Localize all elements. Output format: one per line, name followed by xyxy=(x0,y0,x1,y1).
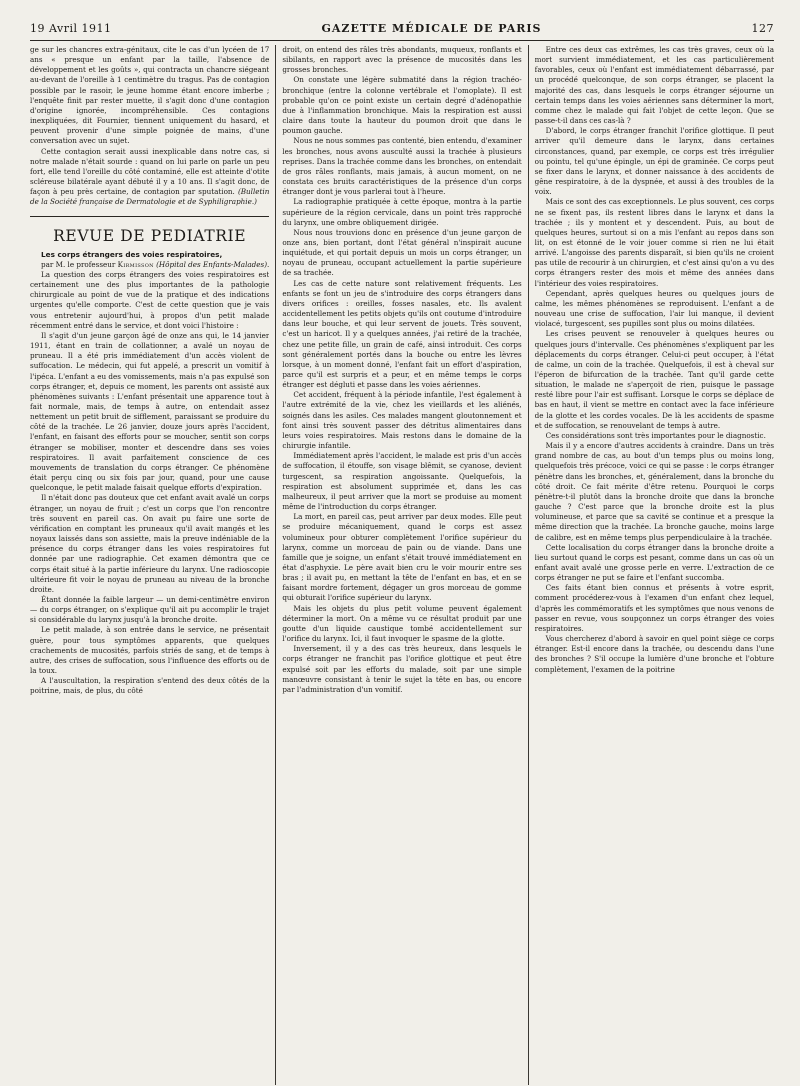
source-citation: (Bulletin de la Société française de Dermatologie et de Syphiligraphie.) xyxy=(30,187,270,207)
paragraph: Mais les objets du plus petit volume peuvent également déterminer la mort. On a même vu ce résultat produit par une goutte d'un liquide caustique tombé accidentellement sur l'orifice du larynx. Ici, il faut invoquer le spasme de la glotte. xyxy=(282,603,522,644)
paragraph: Le petit malade, à son entrée dans le service, ne présentait guère, pour tous symptômes apparents, que quelques crachements de mucosités, parfois striés de sang, et de temps à autre, des crises de suffocation, sous l'influence des efforts ou de la toux. xyxy=(30,625,270,676)
paragraph: Vous chercherez d'abord à savoir en quel point siège ce corps étranger. Est-il encore dans la trachée, ou descendu dans l'une des bronches ? S'il occupe la lumière d'une bronche et l'obture complètement, l'examen de la poitrine xyxy=(534,634,775,674)
paragraph: D'abord, le corps étranger franchit l'orifice glottique. Il peut arriver qu'il demeure dans le larynx, dans certaines circonstances, quand, par exemple, ce corps est très irrégulier ou pointu, tel qu'une épingle, un épi de graminée. Ce corps peut se fixer dans le larynx, et donner naissance à des accidents de gêne respiratoire, à de la dyspnée, et aussi à des troubles de la voix. xyxy=(534,126,775,197)
article-byline: par M. le professeur Kirmisson (Hôpital des Enfants-Malades). xyxy=(41,259,270,269)
article-title: Les corps étrangers des voies respiratoires, xyxy=(41,249,223,259)
paragraph: Cette contagion serait aussi inexplicable dans notre cas, si notre malade n'était sourde : quand on lui parle on parle un peu fort, elle tend l'oreille du côté contaminé, elle est atteinte d'otite scléreuse bilatérale ayant débuté il y a 10 ans. Il s'agit donc, de façon à peu près certaine, de contagion par sputation. (Bulletin de la Société française de Dermatologie et de Syphiligraphie.) xyxy=(30,146,270,207)
paragraph: Cette localisation du corps étranger dans la bronche droite a lieu surtout quand le corps est pesant, comme dans un cas où un enfant avait avalé une grosse perle en verre. L'extraction de ce corps étranger ne put se faire et l'enfant succomba. xyxy=(534,542,775,583)
header-title: GAZETTE MÉDICALE DE PARIS xyxy=(321,22,542,35)
paragraph: droit, on entend des râles très abondants, muqueux, ronflants et sibilants, en rapport avec la présence de mucosités dans les grosses bronches. xyxy=(282,45,522,75)
paragraph: Nous ne nous sommes pas contenté, bien entendu, d'examiner les bronches, nous avons ausculté aussi la trachée à plusieurs reprises. Dans la trachée comme dans les bronches, on entendait de gros râles ronflants, mais jamais, à aucun moment, on ne constata ces bruits caractéristiques de la présence d'un corps étranger dont je vous parlerai tout à l'heure. xyxy=(282,136,522,197)
paragraph: Ces faits étant bien connus et présents à votre esprit, comment procéderez-vous à l'examen d'un enfant chez lequel, d'après les commémoratifs et les symptômes que nous venons de passer en revue, vous soupçonnez un corps étranger des voies respiratoires. xyxy=(534,583,775,633)
paragraph: Il n'était donc pas douteux que cet enfant avait avalé un corps étranger, un noyau de fruit ; c'est un corps que l'on rencontre très souvent en pareil cas. On avait pu faire une sorte de vérification en comptant les pruneaux qu'il avait mangés et les noyaux laissés dans son assiette, mais la preuve indéniable de la présence du corps étranger dans les voies respiratoires fut donnée par une radiographie. Cet examen démontra que ce corps était situé à la partie inférieure du larynx. Une radioscopie ultérieure fit voir le noyau de pruneau au niveau de la bronche droite. xyxy=(30,493,270,594)
paragraph: Étant donnée la faible largeur — un demi-centimètre environ — du corps étranger, on s'explique qu'il ait pu accomplir le trajet si considérable du larynx jusqu'à la bronche droite. xyxy=(30,594,270,625)
paragraph: Entre ces deux cas extrêmes, les cas très graves, ceux où la mort survient immédiatement, et les cas particulièrement favorables, ceux où l'enfant est immédiatement débarrassé, par un procédé quelconque, de son corps étranger, se placent la majorité des cas, dans lesquels le corps étranger séjourne un certain temps dans les voies aériennes sans déterminer la mort, comme chez le malade qui fait l'objet de cette leçon. Que se passe-t-il dans ces cas-là ? xyxy=(534,45,775,126)
paragraph: Ces considérations sont très importantes pour le diagnostic. xyxy=(545,430,766,440)
paragraph: La question des corps étrangers des voies respiratoires est certainement une des plus importantes de la pathologie chirurgicale au point de vue de la pratique et des indications urgentes qu'elle comporte. C'est de cette question que je vais vous entretenir aujourd'hui, à propos d'un petit malade récemment entré dans le service, et dont voici l'histoire : xyxy=(30,269,270,330)
header-page-number: 127 xyxy=(751,22,774,35)
paragraph: Immédiatement après l'accident, le malade est pris d'un accès de suffocation, il étouffe, son visage blêmit, se cyanose, devient turgescent, sa respiration angoissante. Quelquefois, la respiration est absolument supprimée et, dans les cas malheureux, il peut arriver que la mort se produise au moment même de l'introduction du corps étranger. xyxy=(282,451,522,512)
paragraph: Il s'agit d'un jeune garçon âgé de onze ans qui, le 14 janvier 1911, étant en train de collationner, a avalé un noyau de pruneau. Il a été pris immédiatement d'un accès violent de suffocation. Le médecin, qui fut appelé, a prescrit un vomitif à l'ipéca. L'enfant a eu des vomissements, mais n'a pas expulsé son corps étranger, et, depuis ce moment, les parents ont assisté aux phénomènes suivants : L'enfant présentait une apparence tout à fait normale, mais, de temps à autre, on entendait assez nettement un petit bruit de sifflement, paraissant se produire du côté de la trachée. Le 26 janvier, douze jours après l'accident, l'enfant, en faisant des efforts pour se moucher, sentit son corps étranger se mobiliser, monter et descendre dans ses voies respiratoires. Il avait parfaitement conscience de ces mouvements de translation du corps étranger. Ce phénomène était perçu cinq ou six fois par jour, quand, pour une cause quelconque, le petit malade faisait quelque efforts d'expiration. xyxy=(30,330,270,493)
paragraph: Les cas de cette nature sont relativement fréquents. Les enfants se font un jeu de s'introduire des corps étrangers dans divers orifices : oreilles, fosses nasales, etc. Ils avalent accidentellement les petits objets qu'ils ont coutume d'introduire dans leur bouche, et qui leur servent de jouets. Très souvent, c'est un haricot. Il y a quelques années, j'ai retiré de la trachée, chez une petite fille, un grain de café, ainsi introduit. Ces corps sont généralement portés dans la bouche ou entre les lèvres lorsque, à un moment donné, l'enfant fait un effort d'aspiration, parce qu'il est surpris et a peur, et en même temps le corps étranger est dégluti et passe dans les voies aériennes. xyxy=(282,278,522,390)
column-right xyxy=(535,45,774,1085)
column-left xyxy=(30,45,269,1085)
paragraph: La radiographie pratiquée à cette époque, montra à la partie supérieure de la région cervicale, dans un point très rapproché du larynx, une ombre obliquement dirigée. xyxy=(282,197,522,227)
column-rule xyxy=(275,45,276,1085)
paragraph: Nous nous trouvions donc en présence d'un jeune garçon de onze ans, bien portant, dont l'état général n'inspirait aucune inquiétude, et qui portait depuis un mois un corps étranger, un noyau de pruneau, occupant actuellement la partie supérieure de sa trachée. xyxy=(282,227,522,278)
text-columns xyxy=(30,45,774,1085)
section-title: REVUE DE PEDIATRIE xyxy=(53,226,247,245)
author-name: Kirmisson xyxy=(117,259,154,269)
section-divider xyxy=(30,216,269,217)
paragraph: Mais ce sont des cas exceptionnels. Le plus souvent, ces corps ne se fixent pas, ils restent libres dans le larynx et dans la trachée ; ils y montent et y descendent. Puis, au bout de quelques heures, surtout si on a mis l'enfant au repos dans son lit, on est étonné de le voir jouer comme si rien ne lui était arrivé. L'angoisse des parents disparaît, si bien qu'ils ne croient pas utile de recourir à un chirurgien, et c'est ainsi qu'on a vu des corps étrangers rester des mois et même des années dans l'intérieur des voies respiratoires. xyxy=(534,197,775,288)
paragraph: Les crises peuvent se renouveler à quelques heures ou quelques jours d'intervalle. Ces phénomènes s'expliquent par les déplacements du corps étranger. Celui-ci peut occuper, à l'état de calme, un coin de la trachée. Quelquefois, il est à cheval sur l'éperon de bifurcation de la trachée. Tant qu'il garde cette situation, le malade ne s'aperçoit de rien, puisque le passage resté libre pour l'air est suffisant. Lorsque le corps se déplace de bas en haut, il vient se mettre en contact avec la face inférieure de la glotte et les cordes vocales. De là les accidents de spasme et de suffocation, se renouvelant de temps à autre. xyxy=(534,329,775,430)
author-affiliation: (Hôpital des Enfants-Malades). xyxy=(156,259,270,269)
column-middle xyxy=(282,45,521,1085)
paragraph: Cependant, après quelques heures ou quelques jours de calme, les mêmes phénomènes se reproduisent. L'enfant a de nouveau une crise de suffocation, l'air lui manque, il devient violacé, turgescent, ses pupilles sont plus ou moins dilatées. xyxy=(534,288,775,329)
paragraph: Inversement, il y a des cas très heureux, dans lesquels le corps étranger ne franchit pas l'orifice glottique et peut être expulsé soit par les efforts du malade, soit par une simple manœuvre consistant à tenir le sujet la tête en bas, ou encore par l'administration d'un vomitif. xyxy=(282,644,522,694)
header-date: 19 Avril 1911 xyxy=(30,22,112,35)
column-rule xyxy=(528,45,529,1085)
running-header xyxy=(30,22,774,41)
paragraph: Cet accident, fréquent à la période infantile, l'est également à l'autre extrémité de la vie, chez les vieillards et les aliénés, soignés dans les asiles. Ces malades mangent gloutonnement et font ainsi très souvent passer des détritus alimentaires dans leurs voies respiratoires. Mais restons dans le domaine de la chirurgie infantile. xyxy=(282,390,522,451)
paragraph: ge sur les chancres extra-génitaux, cite le cas d'un lycéen de 17 ans « presque un enfant par la taille, l'absence de développement et les goûts », qui contracta un chancre siégeant au-devant de l'oreille à 1 centimètre du tragus. Pas de contagion possible par le rasoir, le jeune homme étant encore imberbe ; l'enquête finit par rester muette, il s'agit donc d'une contagion d'origine ignorée, incompréhensible. Ces contagions inexpliquées, dit Fournier, tiennent uniquement du hasard, et peuvent provenir d'une simple poignée de mains, d'une conversation avec un sujet. xyxy=(30,45,270,146)
paragraph: La mort, en pareil cas, peut arriver par deux modes. Elle peut se produire mécaniquement, quand le corps est assez volumineux pour obturer complètement l'orifice supérieur du larynx, comme un morceau de pain ou de viande. Dans une famille que je soigne, un enfant s'était trouvé immédiatement en état d'asphyxie. Le père avait bien cru le voir mourir entre ses bras ; il avait pu, en mettant la tête de l'enfant en bas, et en se faisant mordre fortement, dégager un gros morceau de gomme qui obturait l'orifice supérieur du larynx. xyxy=(282,512,522,603)
paragraph: Mais il y a encore d'autres accidents à craindre. Dans un très grand nombre de cas, au bout d'un temps plus ou moins long, quelquefois très précoce, voici ce qui se passe : le corps étranger pénètre dans les bronches, et, généralement, dans la bronche du côté droit. Ce fait mérite d'être retenu. Pourquoi le corps pénètre-t-il plutôt dans la bronche droite que dans la bronche gauche ? C'est parce que la bronche droite est la plus volumineuse, et parce que sa cavité se continue et a presque la même direction que la trachée. La bronche gauche, moins large de calibre, est en même temps plus perpendiculaire à la trachée. xyxy=(534,441,775,542)
paragraph: A l'auscultation, la respiration s'entend des deux côtés de la poitrine, mais, de plus, du côté xyxy=(30,676,270,696)
paragraph: On constate une légère submatité dans la région trachéo-bronchique (entre la colonne vertébrale et l'omoplate). Il est probable qu'on ce point existe un certain degré d'adénopathie due à l'inflammation bronchique. Mais la respiration est aussi claire dans toute la hauteur du poumon droit que dans le poumon gauche. xyxy=(282,75,522,136)
